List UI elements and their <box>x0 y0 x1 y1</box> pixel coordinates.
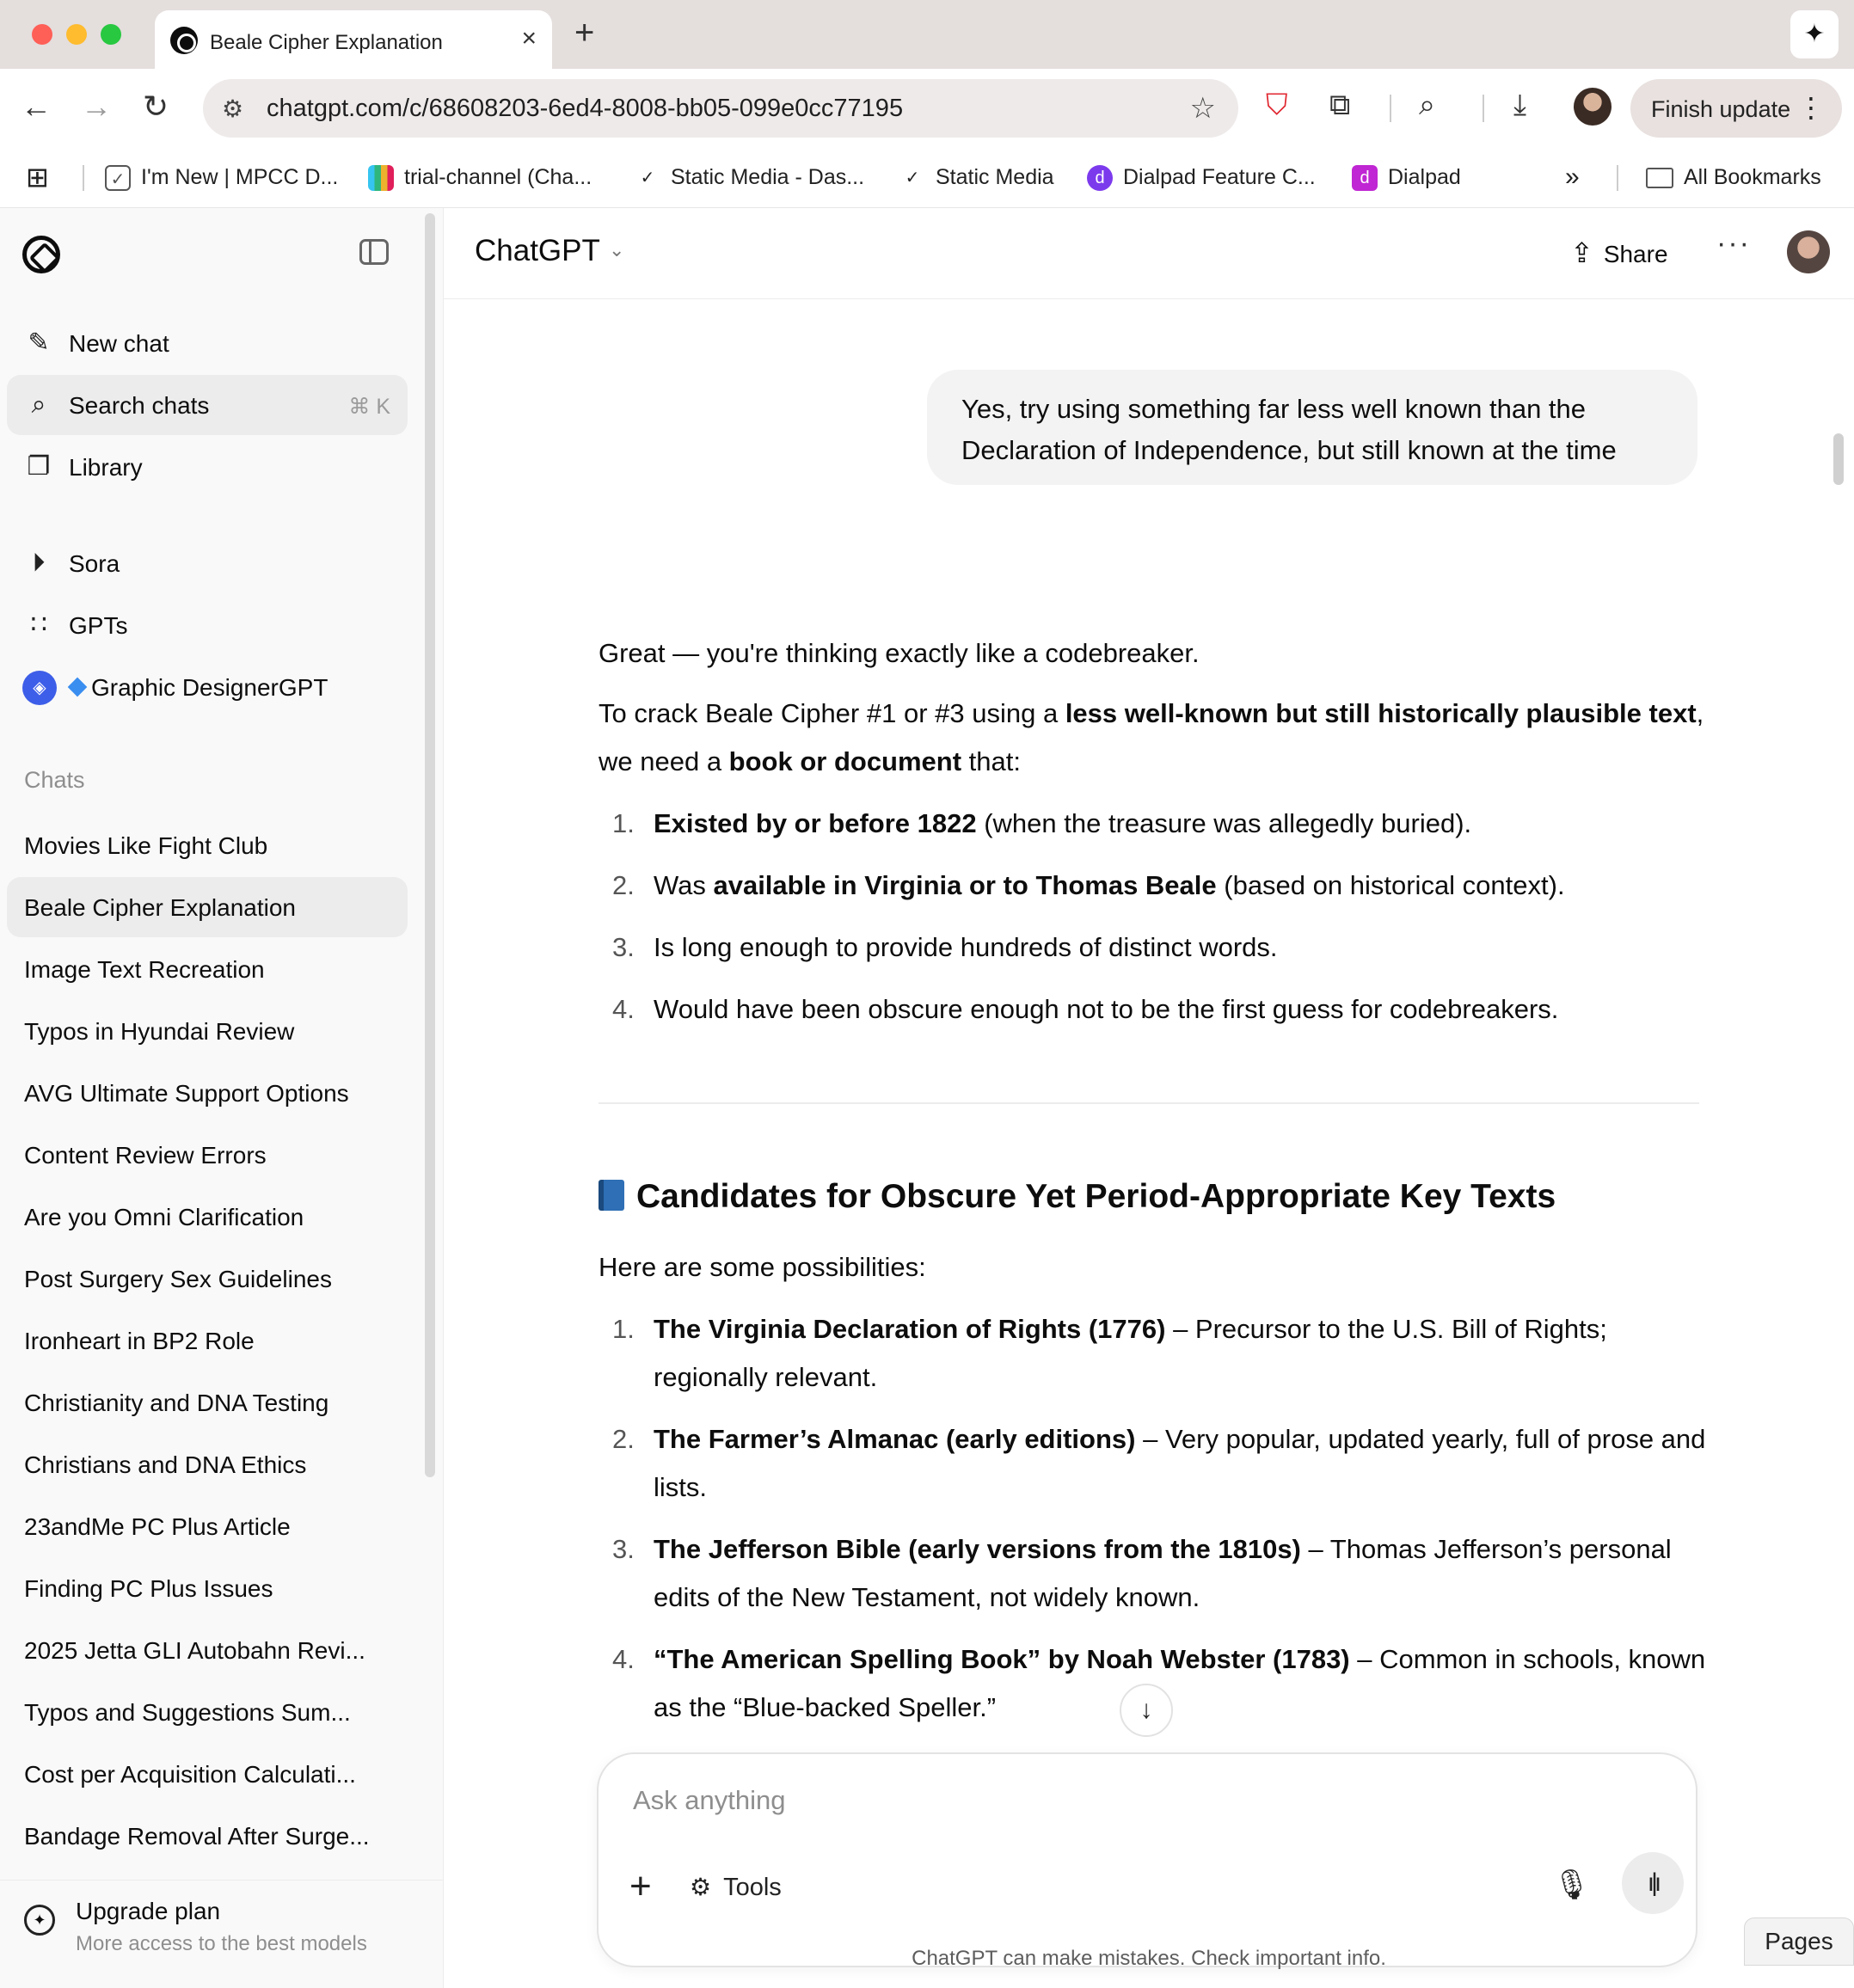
sidebar <box>0 208 444 1988</box>
possibilities-intro: Here are some possibilities: <box>599 1252 926 1282</box>
bookmark-label: I'm New | MPCC D... <box>141 165 339 189</box>
sparkle-icon[interactable]: ✦ <box>1790 10 1839 58</box>
text-run: that: <box>961 746 1021 776</box>
bookmark-item[interactable] <box>635 160 864 194</box>
chat-item[interactable] <box>7 1744 408 1804</box>
text-run: Was <box>654 870 714 900</box>
bookmark-label: Static Media <box>936 165 1054 189</box>
prompt-input[interactable] <box>633 1785 1579 1816</box>
list-number: 2. <box>612 870 635 900</box>
voice-mode-icon[interactable]: ı|ı <box>1622 1852 1684 1914</box>
list-item-text <box>654 1635 1711 1732</box>
sidebar-toggle-icon[interactable] <box>359 239 389 265</box>
chat-item-label: Typos in Hyundai Review <box>24 1018 295 1045</box>
bookmark-label: Dialpad <box>1388 165 1461 189</box>
reload-icon[interactable]: ↻ <box>143 89 169 124</box>
list-item-text <box>654 862 1711 910</box>
sora-label: Sora <box>69 550 120 577</box>
message-composer <box>597 1752 1697 1967</box>
chat-item-label: Cost per Acquisition Calculati... <box>24 1761 356 1788</box>
user-message-text: Yes, try using something far less well known than the Declaration of Independence, but still known at the time <box>961 394 1617 465</box>
mpcc-icon: ✓ <box>105 165 131 191</box>
bookmark-item[interactable] <box>368 160 592 194</box>
model-selector[interactable]: ChatGPT <box>475 234 600 267</box>
new-tab-button[interactable]: + <box>574 14 595 52</box>
list-number: 4. <box>612 994 635 1024</box>
site-settings-icon[interactable]: ⚙ <box>222 95 244 122</box>
browser-tab-bar <box>0 0 1854 69</box>
bold-text: available in Virginia or to Thomas Beale <box>713 870 1217 900</box>
chat-item-label: Christians and DNA Ethics <box>24 1451 307 1478</box>
chat-item-label: Image Text Recreation <box>24 956 265 983</box>
upgrade-icon: ✦ <box>24 1905 55 1936</box>
chat-header <box>444 208 1854 299</box>
scroll-down-arrow-icon[interactable]: ↓ <box>1120 1684 1173 1737</box>
list-number: 3. <box>612 932 635 962</box>
chat-item-label: Post Surgery Sex Guidelines <box>24 1266 332 1292</box>
list-item <box>599 1415 1708 1512</box>
bold-text: book or document <box>728 746 962 776</box>
list-number: 4. <box>612 1644 635 1674</box>
upgrade-title: Upgrade plan <box>76 1898 221 1924</box>
chat-item-label: Typos and Suggestions Sum... <box>24 1699 351 1726</box>
finish-update-label: Finish update <box>1651 96 1791 122</box>
maximize-window-button[interactable] <box>101 24 121 45</box>
list-item <box>599 862 1708 910</box>
dialpad-icon: d <box>1087 165 1113 191</box>
forward-icon[interactable]: → <box>81 89 112 124</box>
toolbar-divider <box>1483 95 1484 122</box>
list-item-text: Would have been obscure enough not to be the first guess for codebreakers. <box>654 994 1559 1024</box>
tools-label: Tools <box>723 1874 782 1901</box>
chat-item[interactable] <box>7 1125 408 1185</box>
chatgpt-favicon-icon <box>170 27 198 54</box>
list-number: 3. <box>612 1534 635 1564</box>
chat-item[interactable] <box>7 1682 408 1742</box>
chat-item-label: Content Review Errors <box>24 1142 267 1169</box>
chat-item-label: Bandage Removal After Surge... <box>24 1823 370 1850</box>
new-chat-button[interactable] <box>7 313 408 373</box>
tab-title: Beale Cipher Explanation <box>210 31 443 54</box>
folder-icon <box>1646 168 1673 188</box>
bold-text: The Virginia Declaration of Rights (1776) <box>654 1314 1166 1344</box>
chat-item-label: 2025 Jetta GLI Autobahn Revi... <box>24 1637 365 1664</box>
bold-text: The Farmer’s Almanac (early editions) <box>654 1424 1136 1454</box>
bold-text: The Jefferson Bible (early versions from the 1810s) <box>654 1534 1301 1564</box>
chat-item[interactable] <box>7 1372 408 1433</box>
text-run: To crack Beale Cipher #1 or #3 using a <box>599 698 1065 728</box>
chat-item[interactable] <box>7 815 408 875</box>
bookmark-label: Dialpad Feature C... <box>1123 165 1316 189</box>
address-bar[interactable] <box>203 79 1238 138</box>
chat-item[interactable] <box>7 1001 408 1061</box>
chat-item-label: Beale Cipher Explanation <box>24 894 296 921</box>
tab-search-icon[interactable]: ⌕ <box>1419 89 1436 121</box>
user-avatar[interactable] <box>1787 230 1830 273</box>
list-item <box>599 800 1708 848</box>
bold-text: Existed by or before 1822 <box>654 808 977 838</box>
bookmark-label: Static Media - Das... <box>671 165 865 189</box>
library-icon: ❐ <box>27 452 51 481</box>
edit-icon: ✎ <box>28 328 50 357</box>
more-bookmarks-icon[interactable]: » <box>1565 163 1580 191</box>
chat-item-label: Are you Omni Clarification <box>24 1204 304 1230</box>
sidebar-scrollbar[interactable] <box>425 213 435 1477</box>
graphic-designer-gpt-button[interactable] <box>7 657 408 717</box>
chat-item-label: Finding PC Plus Issues <box>24 1575 273 1602</box>
dialpad-icon: d <box>1352 165 1378 191</box>
new-chat-label: New chat <box>69 330 169 357</box>
minimize-window-button[interactable] <box>66 24 87 45</box>
library-label: Library <box>69 454 143 481</box>
share-icon: ⇪ <box>1570 237 1593 268</box>
search-chats-label: Search chats <box>69 392 210 419</box>
download-icon[interactable]: ⤓ <box>1513 89 1527 121</box>
finish-update-button[interactable] <box>1630 79 1842 138</box>
tools-button[interactable] <box>690 1873 782 1902</box>
chat-item-label: 23andMe PC Plus Article <box>24 1513 291 1540</box>
openai-logo-icon[interactable] <box>22 236 60 273</box>
bookmarks-bar <box>0 148 1854 208</box>
chat-item[interactable] <box>7 1063 408 1123</box>
keyboard-shortcut: ⌘ K <box>348 395 390 419</box>
section-heading-text: Candidates for Obscure Yet Period-Appropriate Key Texts <box>636 1178 1556 1215</box>
bookmark-item[interactable] <box>1352 160 1461 194</box>
chat-item-label: AVG Ultimate Support Options <box>24 1080 349 1107</box>
chevron-down-icon[interactable]: ⌄ <box>609 239 625 261</box>
library-button[interactable] <box>7 437 408 497</box>
bookmark-item[interactable] <box>1087 160 1316 194</box>
text-run: (when the treasure was allegedly buried). <box>976 808 1472 838</box>
chat-item-label: Christianity and DNA Testing <box>24 1390 329 1416</box>
chat-item-label: Movies Like Fight Club <box>24 832 268 859</box>
search-icon: ⌕ <box>31 390 46 419</box>
assistant-paragraph <box>599 690 1708 786</box>
bold-text: less well-known but still historically plausible text <box>1065 698 1697 728</box>
chat-item-active[interactable] <box>7 877 408 937</box>
apps-grid-icon[interactable]: ⊞ <box>26 162 49 193</box>
close-tab-icon[interactable]: × <box>521 24 537 52</box>
blue-book-icon <box>599 1180 624 1211</box>
bookmarks-divider <box>1617 165 1618 191</box>
chat-item[interactable] <box>7 1620 408 1680</box>
main-panel <box>444 208 1854 1988</box>
brave-shield-icon[interactable]: ⛉ <box>1266 89 1288 121</box>
candidates-list <box>599 1305 1708 1722</box>
list-number: 2. <box>612 1424 635 1454</box>
chat-item[interactable] <box>7 1806 408 1866</box>
slack-icon <box>368 165 394 191</box>
grid-dots-icon: ∷ <box>30 611 47 639</box>
sora-button[interactable] <box>7 533 408 593</box>
user-message-bubble <box>927 370 1697 485</box>
all-bookmarks-label: All Bookmarks <box>1684 165 1821 189</box>
text-run: , we need a <box>599 698 1704 776</box>
list-number: 1. <box>612 808 635 838</box>
graphic-designer-text: Graphic DesignerGPT <box>91 674 328 701</box>
text-run: – Common in schools, known as the “Blue-backed Speller.” <box>654 1644 1706 1722</box>
criteria-list <box>599 800 1708 1058</box>
search-chats-button[interactable] <box>7 375 408 435</box>
list-item <box>599 985 1708 1034</box>
section-heading <box>599 1178 1556 1216</box>
bookmarks-divider <box>83 165 84 191</box>
chat-item[interactable] <box>7 1434 408 1494</box>
chat-item[interactable] <box>7 1310 408 1371</box>
divider <box>599 1102 1699 1104</box>
bookmark-item[interactable] <box>105 160 338 194</box>
text-run: – Very popular, updated yearly, full of prose and lists. <box>654 1424 1706 1502</box>
chats-heading: Chats <box>24 767 85 793</box>
active-tab[interactable] <box>155 10 552 69</box>
text-run: – Precursor to the U.S. Bill of Rights; regionally relevant. <box>654 1314 1607 1392</box>
close-window-button[interactable] <box>32 24 52 45</box>
all-bookmarks-button[interactable] <box>1646 160 1821 194</box>
list-item <box>599 1525 1708 1622</box>
share-button[interactable] <box>1570 230 1668 275</box>
microphone-icon[interactable]: 🎙 <box>1553 1868 1591 1901</box>
more-options-icon[interactable]: ··· <box>1716 227 1751 260</box>
text-run: – Thomas Jefferson’s personal edits of the New Testament, not widely known. <box>654 1534 1672 1612</box>
chat-item[interactable] <box>7 1558 408 1618</box>
bold-text: “The American Spelling Book” by Noah Webster (1783) <box>654 1644 1350 1674</box>
list-item-text: Is long enough to provide hundreds of distinct words. <box>654 932 1278 962</box>
browser-toolbar <box>0 69 1854 148</box>
list-item-text <box>654 800 1711 848</box>
list-item <box>599 923 1708 972</box>
browser-menu-icon[interactable]: ⋮ <box>1797 92 1825 123</box>
pages-button[interactable]: Pages <box>1744 1917 1854 1966</box>
bookmark-label: trial-channel (Cha... <box>404 165 592 189</box>
list-item-text <box>654 1305 1711 1402</box>
chat-item[interactable] <box>7 939 408 999</box>
url-text[interactable]: chatgpt.com/c/68608203-6ed4-8008-bb05-099e0cc77195 <box>267 95 904 122</box>
toolbar-divider <box>1390 95 1391 122</box>
disclaimer-text: ChatGPT can make mistakes. Check important info. <box>912 1947 1386 1970</box>
list-item-text <box>654 1525 1711 1622</box>
plus-icon[interactable]: + <box>629 1865 652 1907</box>
text-run: (based on historical context). <box>1216 870 1565 900</box>
upgrade-plan-button[interactable] <box>0 1880 444 1988</box>
chat-item[interactable] <box>7 1187 408 1247</box>
gpt-avatar-icon: ◈ <box>22 671 57 705</box>
chat-item[interactable] <box>7 1496 408 1556</box>
bookmark-star-icon[interactable]: ☆ <box>1189 92 1216 125</box>
chat-item[interactable] <box>7 1249 408 1309</box>
browser-profile-avatar[interactable] <box>1574 88 1612 126</box>
gpts-button[interactable] <box>7 595 408 655</box>
upgrade-subtitle: More access to the best models <box>76 1932 367 1955</box>
blue-diamond-icon <box>68 678 88 697</box>
list-item <box>599 1305 1708 1402</box>
share-label: Share <box>1603 241 1668 267</box>
play-circle-icon: ⏵ <box>32 549 46 577</box>
sliders-icon: ⚙ <box>690 1874 712 1900</box>
list-number: 1. <box>612 1314 635 1344</box>
graphic-designer-label <box>71 674 328 702</box>
static-media-icon: ✓ <box>635 165 660 191</box>
chat-item-label: Ironheart in BP2 Role <box>24 1328 255 1354</box>
static-media-icon: ✓ <box>899 165 925 191</box>
extensions-icon[interactable]: ⧉ <box>1329 89 1351 121</box>
list-item-text <box>654 1415 1711 1512</box>
back-icon[interactable]: ← <box>21 89 52 124</box>
gpts-label: GPTs <box>69 612 128 639</box>
main-scrollbar[interactable] <box>1833 433 1844 485</box>
assistant-intro: Great — you're thinking exactly like a codebreaker. <box>599 638 1200 668</box>
bookmark-item[interactable] <box>899 160 1054 194</box>
